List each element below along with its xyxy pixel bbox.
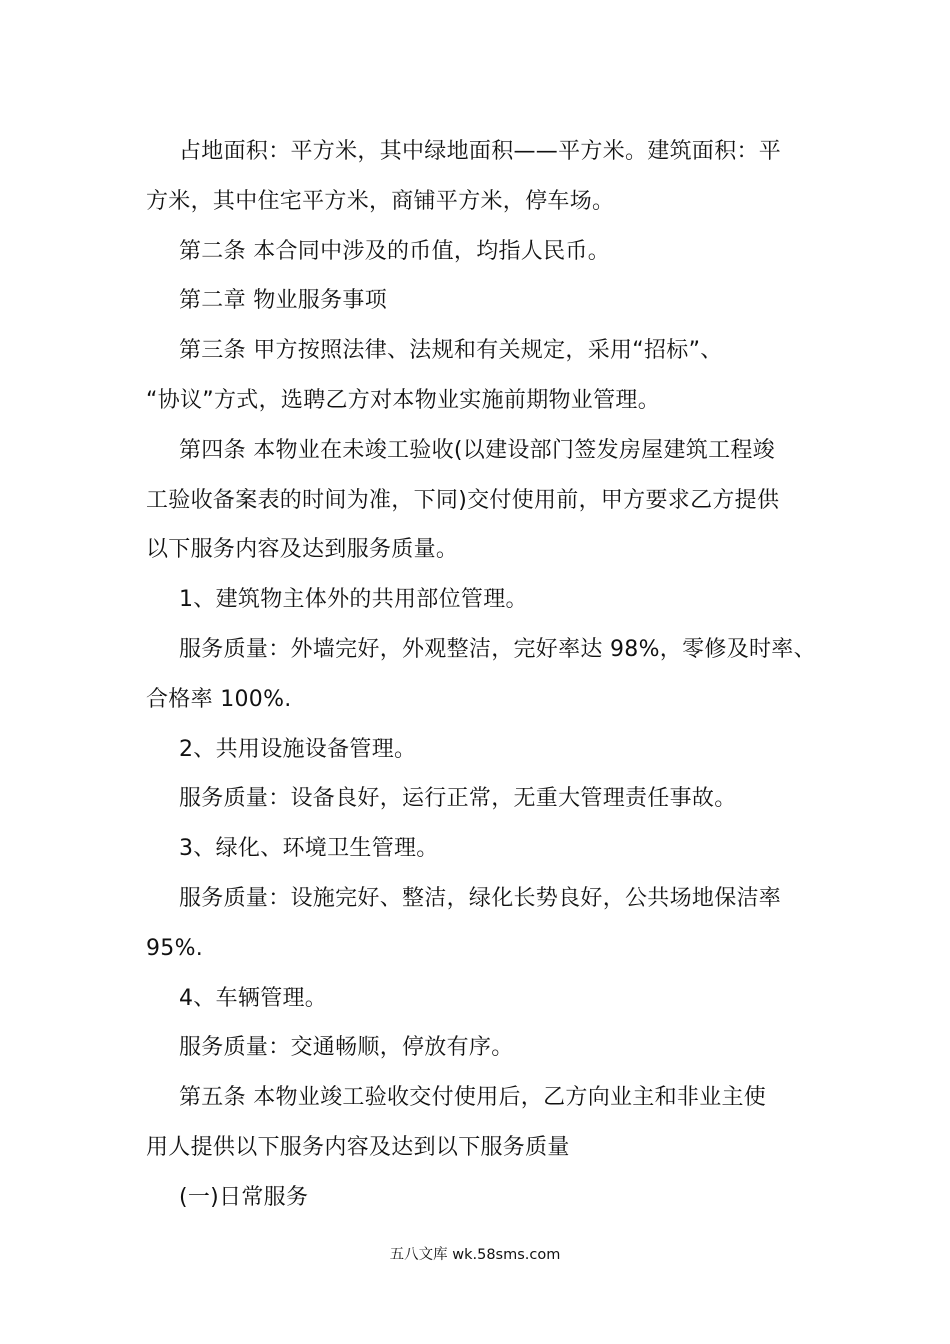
text-line: 用人提供以下服务内容及达到以下服务质量	[146, 1134, 570, 1160]
text-line: “协议”方式，选聘乙方对本物业实施前期物业管理。	[146, 387, 660, 413]
text-line: 第二条 本合同中涉及的币值，均指人民币。	[179, 238, 610, 264]
text-line: 服务质量：交通畅顺，停放有序。	[179, 1035, 514, 1061]
page-footer: 五八文库 wk.58sms.com	[389, 1247, 561, 1263]
text-line: 1、建筑物主体外的共用部位管理。	[179, 587, 528, 613]
document-body	[146, 127, 814, 1223]
text-line: 方米，其中住宅平方米，商铺平方米，停车场。	[146, 188, 615, 214]
text-line: 服务质量：外墙完好，外观整洁，完好率达 98%，零修及时率、	[179, 636, 816, 662]
text-line: 第五条 本物业竣工验收交付使用后，乙方向业主和非业主使	[179, 1085, 767, 1111]
text-line: 占地面积：平方米，其中绿地面积——平方米。建筑面积：平	[179, 139, 782, 164]
text-line: 第二章 物业服务事项	[179, 288, 387, 314]
text-line: (一)日常服务	[179, 1184, 309, 1210]
text-line: 第四条 本物业在未竣工验收(以建设部门签发房屋建筑工程竣	[179, 437, 775, 463]
text-line: 第三条 甲方按照法律、法规和有关规定，采用“招标”、	[179, 338, 723, 364]
text-line: 服务质量：设备良好，运行正常，无重大管理责任事故。	[179, 786, 737, 812]
text-line: 服务质量：设施完好、整洁，绿化长势良好，公共场地保洁率	[179, 885, 782, 911]
text-line: 工验收备案表的时间为准，下同)交付使用前，甲方要求乙方提供	[146, 487, 780, 513]
text-line: 以下服务内容及达到服务质量。	[146, 537, 459, 563]
text-line: 2、共用设施设备管理。	[179, 736, 417, 762]
text-line: 3、绿化、环境卫生管理。	[179, 836, 439, 862]
text-line: 4、车辆管理。	[179, 985, 328, 1011]
text-line: 95%.	[146, 935, 204, 961]
text-line: 合格率 100%.	[146, 686, 292, 712]
